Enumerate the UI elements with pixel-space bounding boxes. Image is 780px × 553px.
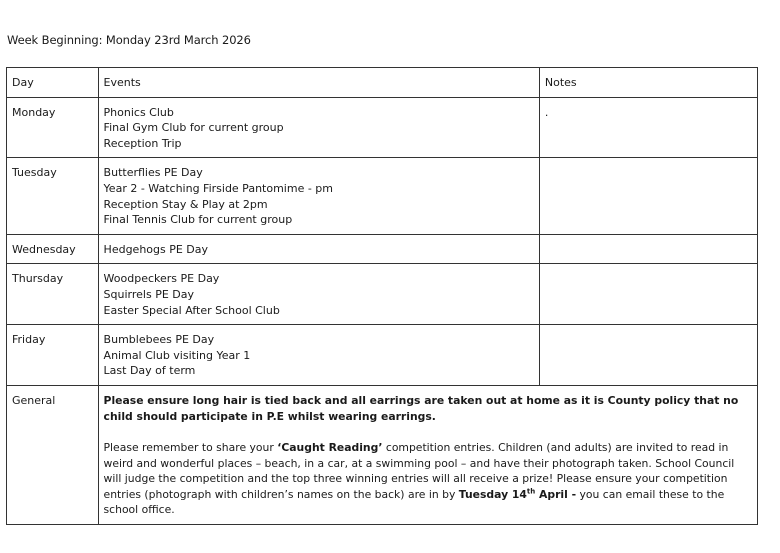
- event-item: Phonics Club: [103, 105, 174, 119]
- header-notes: Notes: [539, 68, 757, 98]
- paragraph-text: Please remember to share your: [103, 440, 278, 454]
- deadline-date: [459, 488, 576, 501]
- table-row-wednesday: [7, 234, 758, 264]
- event-item: Squirrels PE Day: [103, 287, 195, 301]
- event-item: Final Tennis Club for current group: [103, 213, 293, 227]
- event-item: Reception Stay & Play at 2pm: [103, 197, 268, 211]
- notes-cell: [539, 158, 757, 234]
- event-item: Butterflies PE Day: [103, 166, 203, 180]
- day-cell: Wednesday: [7, 234, 99, 264]
- earrings-notice: Please ensure long hair is tied back and all earrings are taken out at home as it is County policy that no child should participate in P.E whilst wearing earrings.: [103, 393, 739, 424]
- table-row-tuesday: [7, 158, 758, 234]
- day-cell: Thursday: [7, 264, 99, 325]
- notes-cell: [539, 234, 757, 264]
- day-cell: General: [7, 385, 99, 524]
- table-row-friday: [7, 325, 758, 386]
- table-header-row: [7, 68, 758, 98]
- events-cell: [98, 97, 539, 158]
- deadline-month: April -: [535, 487, 577, 501]
- event-item: Animal Club visiting Year 1: [103, 348, 251, 362]
- deadline-date-text: Tuesday 14: [458, 487, 527, 501]
- event-item: Woodpeckers PE Day: [103, 272, 220, 286]
- notes-cell: .: [539, 97, 757, 158]
- events-cell: [98, 264, 539, 325]
- date-ordinal-suffix: th: [526, 487, 536, 496]
- day-cell: Tuesday: [7, 158, 99, 234]
- notes-cell: [539, 325, 757, 386]
- event-item: Reception Trip: [103, 136, 182, 150]
- day-cell: Monday: [7, 97, 99, 158]
- event-item: Last Day of term: [103, 364, 196, 378]
- events-cell: [98, 234, 539, 264]
- week-heading: Week Beginning: Monday 23rd March 2026: [7, 33, 251, 47]
- notes-cell: [539, 264, 757, 325]
- paragraph-text: competition entries. Children (and adults) are invited to read in weird and wonderful places – beach, in a car, at a swimming pool – and have their photograph taken. School Council will judge the competition and the top three winning entries will all receive a prize! Please ensure your competition entries (photograph with children’s names on the back) are in by: [103, 440, 735, 501]
- table-row-thursday: [7, 264, 758, 325]
- day-cell: Friday: [7, 325, 99, 386]
- event-item: Final Gym Club for current group: [103, 121, 284, 135]
- caught-reading-title: ‘Caught Reading’: [277, 440, 383, 454]
- caught-reading-paragraph: [104, 441, 735, 516]
- general-notices-cell: [98, 385, 757, 524]
- events-cell: [98, 325, 539, 386]
- weekly-schedule-table: [6, 67, 758, 525]
- event-item: Bumblebees PE Day: [103, 333, 215, 347]
- paragraph-text: you can email these to the school office.: [103, 487, 725, 517]
- header-day: Day: [7, 68, 99, 98]
- events-cell: [98, 158, 539, 234]
- table-row-general: [7, 385, 758, 524]
- table-row-monday: [7, 97, 758, 158]
- event-item: Easter Special After School Club: [103, 303, 280, 317]
- event-item: Year 2 - Watching Firside Pantomime - pm: [103, 181, 333, 195]
- event-item: Hedgehogs PE Day: [103, 242, 209, 256]
- header-events: Events: [98, 68, 539, 98]
